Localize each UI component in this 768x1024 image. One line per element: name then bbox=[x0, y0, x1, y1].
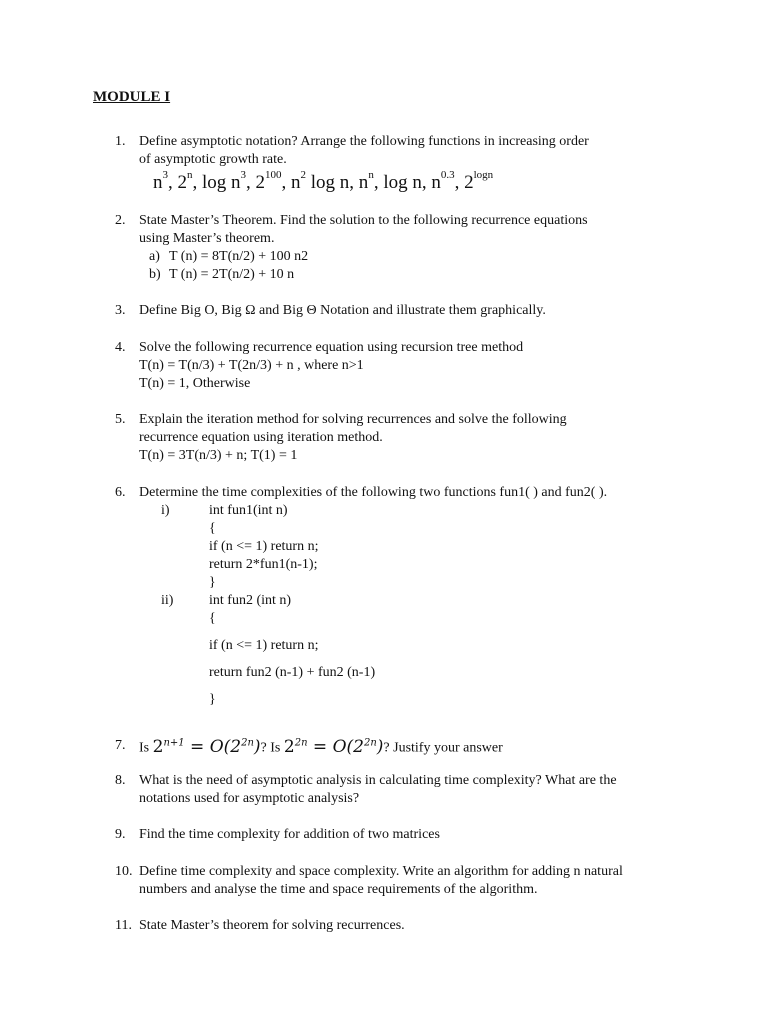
question-number: 7. bbox=[115, 738, 126, 753]
question-number: 11. bbox=[115, 918, 132, 933]
code-line: } bbox=[209, 575, 216, 590]
question-7: 7. Is $2^{n+1} = O(2^{2n})$? Is $2^{2n} = O(2^{2n})$? Justify your answer bbox=[115, 736, 503, 757]
sub-question-a: a) T (n) = 8T(n/2) + 100 n2 bbox=[149, 249, 309, 264]
question-11 bbox=[115, 917, 675, 935]
question-number: 3. bbox=[115, 303, 126, 318]
question-3 bbox=[115, 302, 675, 320]
question-1 bbox=[115, 133, 675, 194]
question-text: State Master’s theorem for solving recurrences. bbox=[139, 918, 405, 933]
question-text: Explain the iteration method for solving recurrences and solve the following bbox=[139, 412, 567, 427]
question-number: 1. bbox=[115, 134, 126, 149]
question-text: Define asymptotic notation? Arrange the following functions in increasing order bbox=[139, 134, 589, 149]
question-text: recurrence equation using iteration method. bbox=[139, 430, 383, 445]
question-text: Determine the time complexities of the following two functions fun1( ) and fun2( ). bbox=[139, 485, 608, 500]
code-line: if (n <= 1) return n; bbox=[209, 539, 319, 554]
question-2 bbox=[115, 212, 675, 284]
question-6 bbox=[115, 484, 695, 709]
code-label: i) bbox=[161, 503, 170, 518]
question-number: 2. bbox=[115, 213, 126, 228]
question-8 bbox=[115, 772, 675, 808]
code-line: if (n <= 1) return n; bbox=[209, 638, 319, 653]
question-text: Solve the following recurrence equation using recursion tree method bbox=[139, 340, 524, 355]
code-label: ii) bbox=[161, 593, 174, 608]
question-text: Find the time complexity for addition of two matrices bbox=[139, 827, 440, 842]
math-expression-2: $2^{2n} = O(2^{2n})$ bbox=[283, 736, 384, 757]
question-number: 6. bbox=[115, 485, 126, 500]
math-expression-1: $2^{n+1} = O(2^{2n})$ bbox=[152, 736, 261, 757]
sub-question-b: b) T (n) = 2T(n/2) + 10 n bbox=[149, 267, 295, 282]
recurrence-equation: T(n) = 3T(n/3) + n; T(1) = 1 bbox=[139, 448, 298, 463]
question-text: State Master’s Theorem. Find the solution to the following recurrence equations bbox=[139, 213, 588, 228]
code-fun2 bbox=[139, 592, 695, 709]
question-text: numbers and analyse the time and space requirements of the algorithm. bbox=[139, 882, 538, 897]
question-10 bbox=[115, 863, 675, 899]
question-number: 4. bbox=[115, 340, 126, 355]
code-line: { bbox=[209, 521, 216, 536]
question-text: Define time complexity and space complexity. Write an algorithm for adding n natural bbox=[139, 864, 623, 879]
question-number: 5. bbox=[115, 412, 126, 427]
recurrence-equation: T(n) = T(n/3) + T(2n/3) + n , where n>1 bbox=[139, 358, 364, 373]
question-9 bbox=[115, 826, 675, 844]
question-number: 9. bbox=[115, 827, 126, 842]
code-fun1 bbox=[139, 502, 695, 592]
question-text: of asymptotic growth rate. bbox=[139, 152, 287, 167]
question-text: What is the need of asymptotic analysis in calculating time complexity? What are the bbox=[139, 773, 617, 788]
question-text: using Master’s theorem. bbox=[139, 231, 275, 246]
base-case: T(n) = 1, Otherwise bbox=[139, 376, 251, 391]
question-5 bbox=[115, 411, 675, 465]
code-line: int fun1(int n) bbox=[209, 503, 288, 518]
question-text: notations used for asymptotic analysis? bbox=[139, 791, 360, 806]
question-number: 8. bbox=[115, 773, 126, 788]
code-line: return fun2 (n-1) + fun2 (n-1) bbox=[209, 665, 376, 680]
code-line: int fun2 (int n) bbox=[209, 593, 292, 608]
module-title: MODULE I bbox=[93, 89, 171, 105]
question-text: Define Big O, Big Ω and Big Θ Notation and illustrate them graphically. bbox=[139, 303, 546, 318]
function-list: $n^3$, 2$^n$, $\log n^3$, $2^{100}$, $n^2$ log n, $n^n$, log n, $n^{0.3}$, $2^{logn}$ bbox=[153, 168, 494, 193]
code-line: { bbox=[209, 611, 216, 626]
question-number: 10. bbox=[115, 864, 133, 879]
code-line: } bbox=[209, 692, 216, 707]
code-line: return 2*fun1(n-1); bbox=[209, 557, 318, 572]
question-4 bbox=[115, 339, 675, 393]
